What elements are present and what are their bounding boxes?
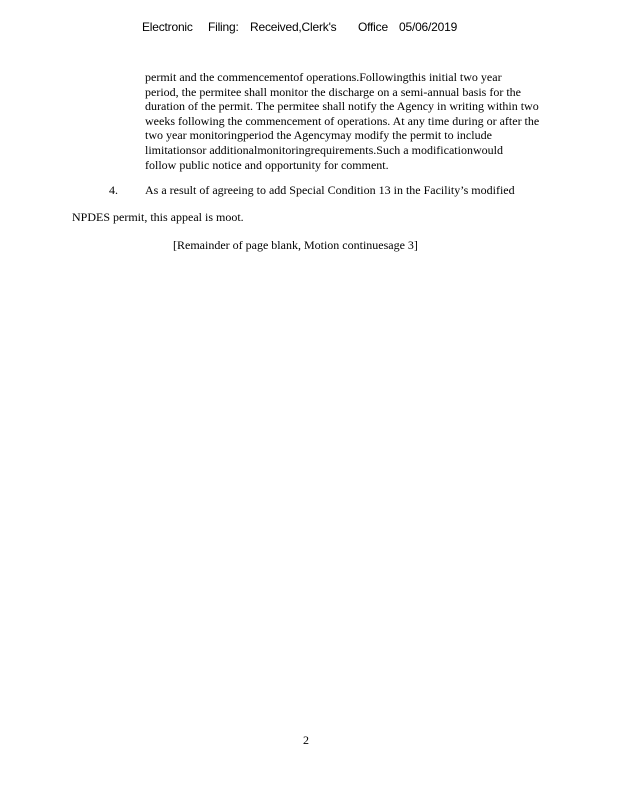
stamp-electronic: Electronic <box>142 20 193 34</box>
paragraph-text: As a result of agreeing to add Special Condition 13 in the Facility’s modified <box>145 183 515 197</box>
quote-line: duration of the permit. The permitee shall notify the Agency in writing within two <box>145 99 539 114</box>
quote-line: weeks following the commencement of operations. At any time during or after the <box>145 113 540 128</box>
quote-line: limitationsor additionalmonitoringrequirements.Such a modificationwould <box>145 142 503 157</box>
stamp-date: 05/06/2019 <box>399 20 458 34</box>
paragraph-number: 4. <box>109 183 118 197</box>
quote-line: two year monitoringperiod the Agencymay modify the permit to include <box>145 128 492 143</box>
quote-line: follow public notice and opportunity for comment. <box>145 157 389 172</box>
stamp-office: Office <box>358 20 388 34</box>
stamp-filing: Filing: <box>208 20 239 34</box>
quote-line: permit and the commencementof operations.Followingthis initial two year <box>145 70 502 84</box>
page-number: 2 <box>303 733 309 747</box>
paragraph-4-continuation: NPDES permit, this appeal is moot. <box>72 210 244 224</box>
remainder-note: [Remainder of page blank, Motion continuesage 3] <box>173 238 418 252</box>
special-condition-quote <box>145 70 597 172</box>
stamp-received: Received,Clerk's <box>250 20 337 34</box>
quote-line: period, the permitee shall monitor the discharge on a semi-annual basis for the <box>145 84 522 99</box>
